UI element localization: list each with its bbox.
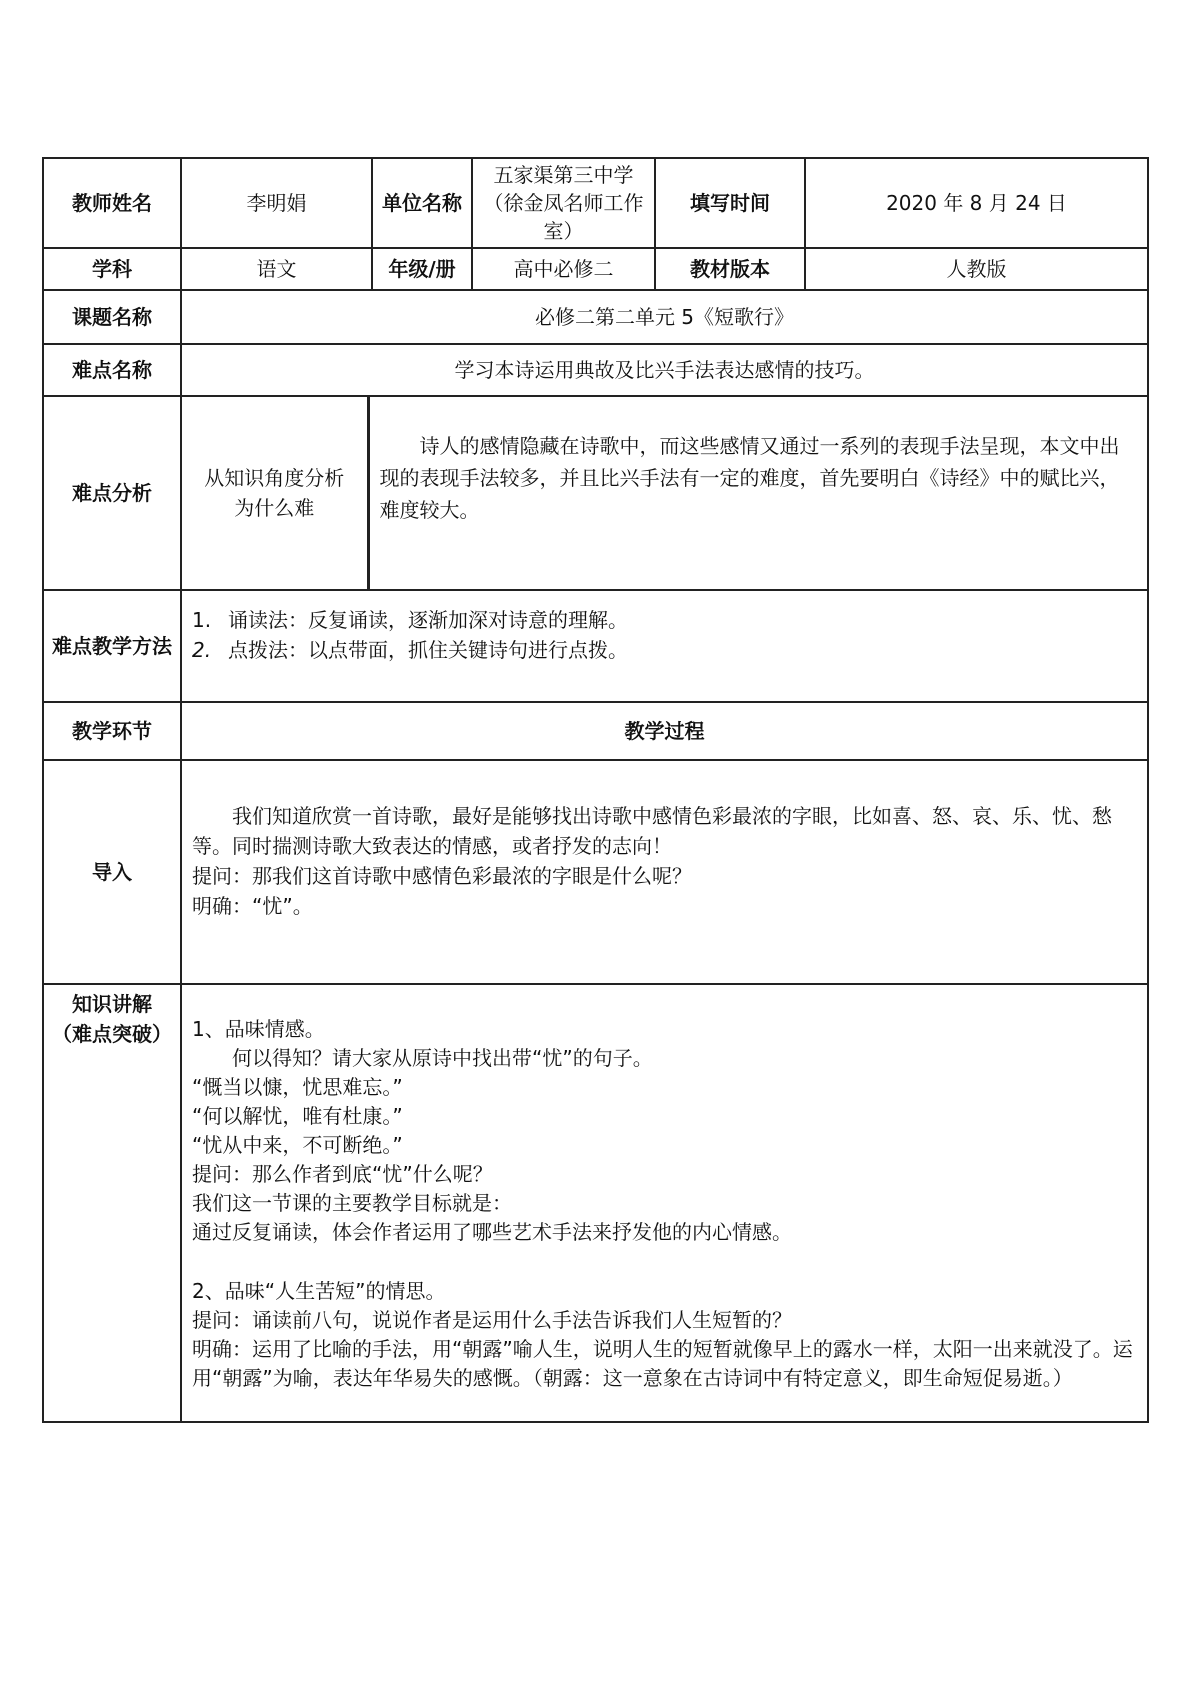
teacher-label: 教师姓名 — [43, 158, 181, 248]
knowledge-content — [181, 984, 1148, 1422]
method-item-text: 诵读法：反复诵读，逐渐加深对诗意的理解。 — [228, 608, 628, 632]
knowledge-row — [43, 984, 1148, 1422]
topic-value: 必修二第二单元 5《短歌行》 — [181, 290, 1148, 344]
grade-value: 高中必修二 — [472, 248, 655, 290]
difficulty-label: 难点名称 — [43, 344, 181, 396]
teacher-value: 李明娟 — [181, 158, 372, 248]
topic-row — [43, 290, 1148, 344]
topic-label: 课题名称 — [43, 290, 181, 344]
knowledge-label-line2: （难点突破） — [52, 1022, 172, 1046]
date-label: 填写时间 — [655, 158, 805, 248]
knowledge-label-line1: 知识讲解 — [72, 992, 152, 1016]
intro-row — [43, 760, 1148, 984]
section-spacer — [192, 1247, 1137, 1277]
analysis-text: 诗人的感情隐藏在诗歌中，而这些感情又通过一系列的表现手法呈现，本文中出现的表现手法较多，并且比兴手法有一定的难度，首先要明白《诗经》中的赋比兴，难度较大。 — [379, 434, 1120, 522]
analysis-label: 难点分析 — [43, 396, 181, 590]
subject-row — [43, 248, 1148, 290]
header-row — [43, 158, 1148, 248]
section1-intro: 何以得知？请大家从原诗中找出带“忧”的句子。 — [232, 1046, 653, 1070]
section1-goal-text: 通过反复诵读，体会作者运用了哪些艺术手法来抒发他的内心情感。 — [192, 1220, 792, 1244]
subject-value: 语文 — [181, 248, 372, 290]
lesson-plan-sheet — [42, 157, 1147, 1423]
date-value: 2020 年 8 月 24 日 — [805, 158, 1148, 248]
edition-label: 教材版本 — [655, 248, 805, 290]
intro-content — [181, 760, 1148, 984]
method-item-number: 1. — [192, 608, 212, 632]
analysis-row — [43, 396, 1148, 590]
section1-goal: 我们这一节课的主要教学目标就是： — [192, 1191, 512, 1215]
knowledge-label — [43, 984, 181, 1422]
section1-quote: “何以解忧，唯有杜康。” — [192, 1104, 403, 1128]
section1-quote: “忧从中来，不可断绝。” — [192, 1133, 403, 1157]
method-label: 难点教学方法 — [43, 590, 181, 702]
difficulty-value: 学习本诗运用典故及比兴手法表达感情的技巧。 — [181, 344, 1148, 396]
method-item — [192, 635, 1139, 665]
difficulty-row — [43, 344, 1148, 396]
intro-paragraph: 我们知道欣赏一首诗歌，最好是能够找出诗歌中感情色彩最浓的字眼，比如喜、怒、哀、乐、忧、愁等。同时揣测诗歌大致表达的情感，或者抒发的志向！ — [192, 804, 1112, 858]
method-row — [43, 590, 1148, 702]
method-item-number: 2. — [192, 638, 212, 662]
edition-value: 人教版 — [805, 248, 1148, 290]
section1-title: 1、品味情感。 — [192, 1017, 325, 1041]
intro-question: 提问：那我们这首诗歌中感情色彩最浓的字眼是什么呢？ — [192, 864, 692, 888]
section1-question: 提问：那么作者到底“忧”什么呢？ — [192, 1162, 493, 1186]
process-value: 教学过程 — [181, 702, 1148, 760]
unit-label: 单位名称 — [372, 158, 472, 248]
analysis-text-cell — [368, 396, 1148, 590]
section2-title: 2、品味“人生苦短”的情思。 — [192, 1279, 446, 1303]
intro-answer: 明确：“忧”。 — [192, 894, 313, 918]
analysis-sub-label: 从知识角度分析为什么难 — [181, 396, 368, 590]
grade-label: 年级/册 — [372, 248, 472, 290]
process-header-row — [43, 702, 1148, 760]
method-list — [181, 590, 1148, 702]
section1-quote: “慨当以慷，忧思难忘。” — [192, 1075, 403, 1099]
subject-label: 学科 — [43, 248, 181, 290]
intro-label: 导入 — [43, 760, 181, 984]
process-label: 教学环节 — [43, 702, 181, 760]
section2-answer: 明确：运用了比喻的手法，用“朝露”喻人生，说明人生的短暂就像早上的露水一样，太阳一出来就没了。运用“朝露”为喻，表达年华易失的感慨。（朝露：这一意象在古诗词中有特定意义，即生命短促易逝。） — [192, 1337, 1133, 1390]
unit-value: 五家渠第三中学（徐金凤名师工作室） — [472, 158, 655, 248]
method-item-text: 点拨法：以点带面，抓住关键诗句进行点拨。 — [228, 638, 628, 662]
section2-question: 提问：诵读前八句，说说作者是运用什么手法告诉我们人生短暂的？ — [192, 1308, 792, 1332]
lesson-plan-table — [42, 157, 1149, 1423]
method-item — [192, 605, 1139, 635]
